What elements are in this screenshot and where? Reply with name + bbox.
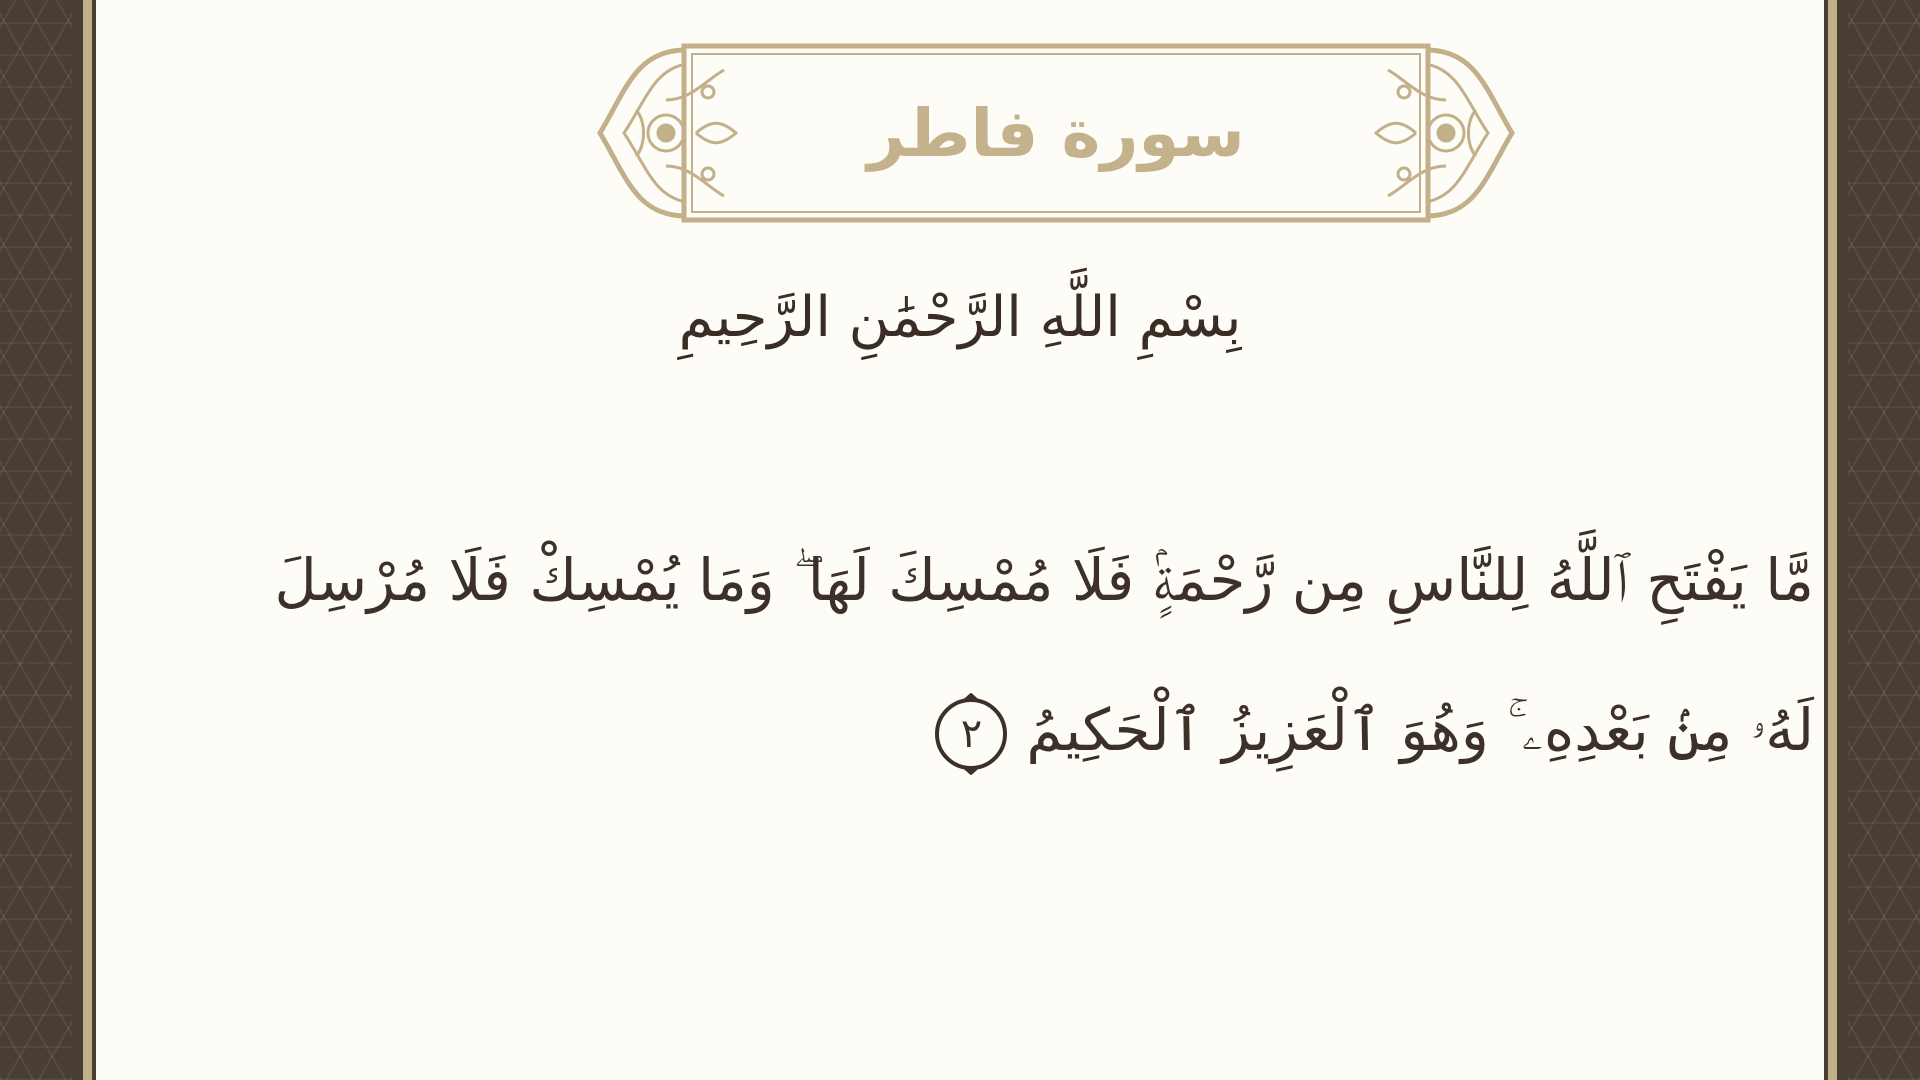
verse-text xyxy=(176,505,1814,805)
right-gold-rule xyxy=(1828,0,1837,1080)
mushaf-page xyxy=(96,0,1824,1080)
ayah-number: ٢ xyxy=(960,710,983,757)
verse-line-1: مَّا يَفْتَحِ ٱللَّهُ لِلنَّاسِ مِن رَّحْمَةٍۢ فَلَا مُمْسِكَ لَهَا ۖ وَمَا يُمْسِكْ فَلَا مُرْسِلَ xyxy=(274,546,1814,614)
right-ornamental-border xyxy=(1848,0,1920,1080)
left-gold-rule xyxy=(83,0,92,1080)
verse-line-2 xyxy=(176,655,1814,805)
ayah-number-marker xyxy=(930,693,1012,775)
verse-line-2-text: لَهُۥ مِنۢ بَعْدِهِۦ ۚ وَهُوَ ٱلْعَزِيزُ ٱلْحَكِيمُ xyxy=(1026,696,1814,764)
surah-title: سورة فاطر xyxy=(867,94,1245,172)
surah-header-frame xyxy=(596,40,1516,226)
left-ornamental-border xyxy=(0,0,72,1080)
basmala: بِسْمِ اللَّهِ الرَّحْمَٰنِ الرَّحِيمِ xyxy=(678,285,1242,350)
